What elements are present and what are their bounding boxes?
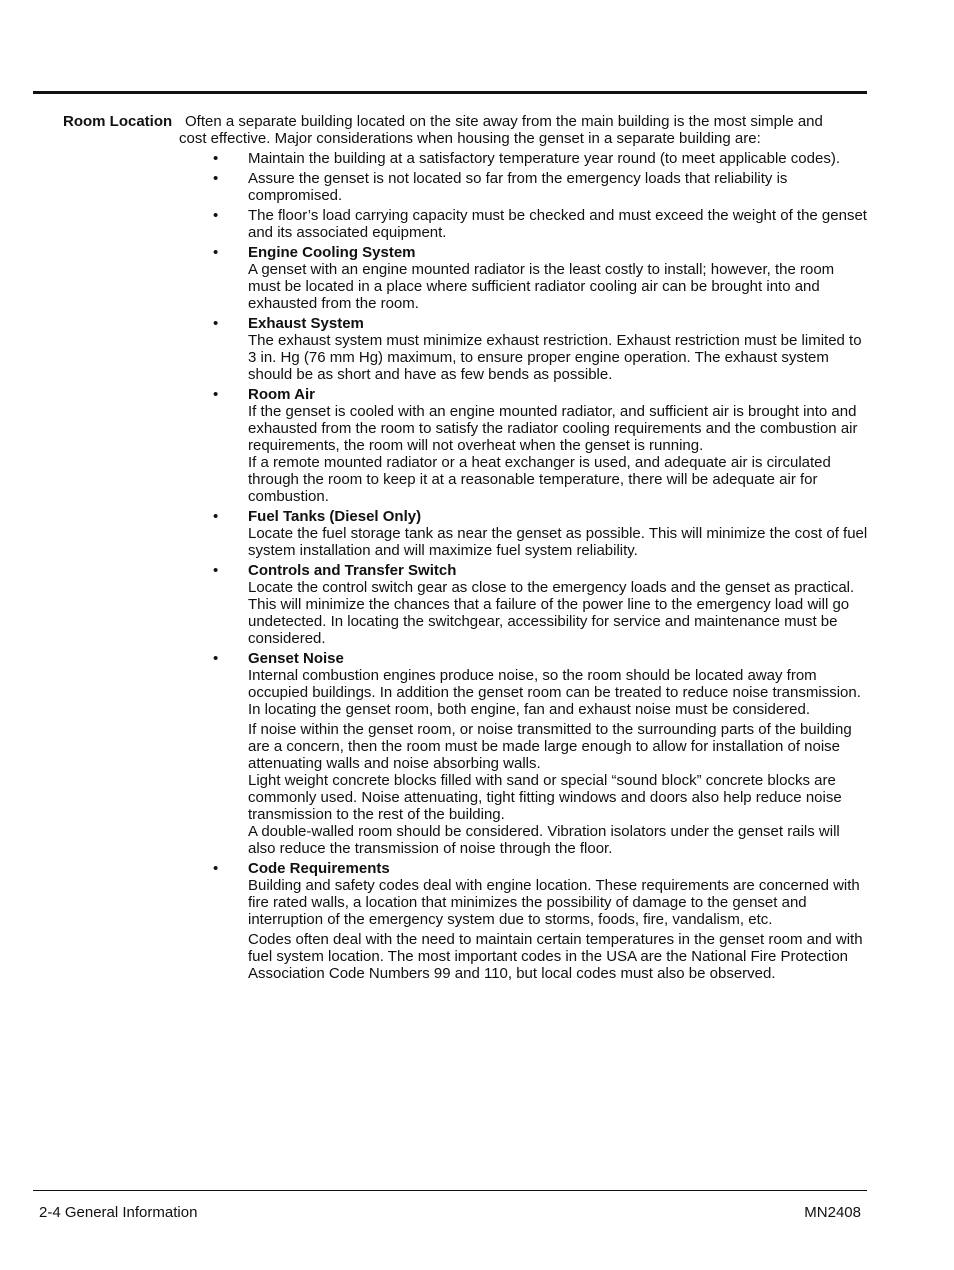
bullet-icon: •	[213, 386, 219, 403]
bullet-icon: •	[213, 315, 219, 332]
item-paragraph: A genset with an engine mounted radiator is the least costly to install; however, the room must be located in a place where sufficient radiator cooling air can be brought into and exhausted from the room.	[248, 261, 835, 312]
footer-page-label: 2-4 General Information	[39, 1204, 198, 1221]
item-paragraph: If noise within the genset room, or noise transmitted to the surrounding parts of the building are a concern, then the room must be made large enough to allow for installation of noise attenuating walls and noise absorbing walls.	[248, 721, 852, 772]
list-item	[213, 860, 868, 982]
section-heading: Room Location	[63, 113, 173, 130]
item-paragraph: If the genset is cooled with an engine mounted radiator, and sufficient air is brought into and exhausted from the room to satisfy the radiator cooling requirements and the combustion air requirements, the room will not overheat when the genset is running.	[248, 403, 858, 454]
list-item	[213, 508, 868, 559]
item-title: Code Requirements	[248, 860, 390, 877]
item-paragraph: Maintain the building at a satisfactory temperature year round (to meet applicable codes).	[248, 150, 840, 167]
bullet-icon: •	[213, 860, 219, 877]
list-item	[213, 315, 868, 383]
list-item	[213, 150, 868, 167]
item-paragraph: Codes often deal with the need to maintain certain temperatures in the genset room and with fuel system location. The most important codes in the USA are the National Fire Protection Association Code Numbers 99 and 110, but local codes must also be observed.	[248, 931, 863, 982]
bullet-icon: •	[213, 508, 219, 525]
bullet-icon: •	[213, 562, 219, 579]
list-item	[213, 386, 868, 505]
item-paragraph: Locate the control switch gear as close to the emergency loads and the genset as practical. This will minimize the chances that a failure of the power line to the emergency load will go undetected. In locating the switchgear, accessibility for service and maintenance must be considered.	[248, 579, 855, 647]
footer-doc-number: MN2408	[804, 1204, 861, 1221]
list-item	[213, 650, 868, 857]
intro-line-1: Often a separate building located on the site away from the main building is the most simple and	[185, 113, 823, 130]
item-title: Controls and Transfer Switch	[248, 562, 457, 579]
bullet-icon: •	[213, 650, 219, 667]
header-rule	[33, 91, 867, 94]
bullet-icon: •	[213, 244, 219, 261]
item-title: Room Air	[248, 386, 315, 403]
bullet-icon: •	[213, 207, 219, 224]
item-paragraph: Locate the fuel storage tank as near the genset as possible. This will minimize the cost of fuel system installation and will maximize fuel system reliability.	[248, 525, 868, 559]
item-paragraph: The floor’s load carrying capacity must be checked and must exceed the weight of the genset and its associated equipment.	[248, 207, 867, 241]
item-paragraph: Assure the genset is not located so far from the emergency loads that reliability is compromised.	[248, 170, 788, 204]
bullet-list	[0, 150, 954, 985]
intro-line-2: cost effective. Major considerations when housing the genset in a separate building are:	[179, 130, 761, 147]
bullet-icon: •	[213, 170, 219, 187]
item-title: Fuel Tanks (Diesel Only)	[248, 508, 422, 525]
item-title: Engine Cooling System	[248, 244, 416, 261]
item-title: Genset Noise	[248, 650, 344, 667]
item-paragraph: Light weight concrete blocks filled with sand or special “sound block” concrete blocks are commonly used. Noise attenuating, tight fitting windows and doors also help reduce noise transmission to the rest of the building.	[248, 772, 842, 823]
item-paragraph: Internal combustion engines produce noise, so the room should be located away from occupied buildings. In addition the genset room can be treated to reduce noise transmission. In locating the genset room, both engine, fan and exhaust noise must be considered.	[248, 667, 861, 718]
item-paragraph: A double-walled room should be considered. Vibration isolators under the genset rails will also reduce the transmission of noise through the floor.	[248, 823, 840, 857]
item-paragraph: If a remote mounted radiator or a heat exchanger is used, and adequate air is circulated through the room to keep it at a reasonable temperature, there will be adequate air for combustion.	[248, 454, 831, 505]
item-paragraph: The exhaust system must minimize exhaust restriction. Exhaust restriction must be limited to 3 in. Hg (76 mm Hg) maximum, to ensure proper engine operation. The exhaust system should be as short and have as few bends as possible.	[248, 332, 862, 383]
item-title: Exhaust System	[248, 315, 364, 332]
footer-rule	[33, 1190, 867, 1191]
list-item	[213, 562, 868, 647]
list-item	[213, 170, 868, 204]
bullet-icon: •	[213, 150, 219, 167]
list-item	[213, 244, 868, 312]
list-item	[213, 207, 868, 241]
item-paragraph: Building and safety codes deal with engine location. These requirements are concerned with fire rated walls, a location that minimizes the possibility of damage to the genset and interruption of the emergency system due to storms, foods, fire, vandalism, etc.	[248, 877, 860, 928]
section-intro	[63, 113, 879, 147]
